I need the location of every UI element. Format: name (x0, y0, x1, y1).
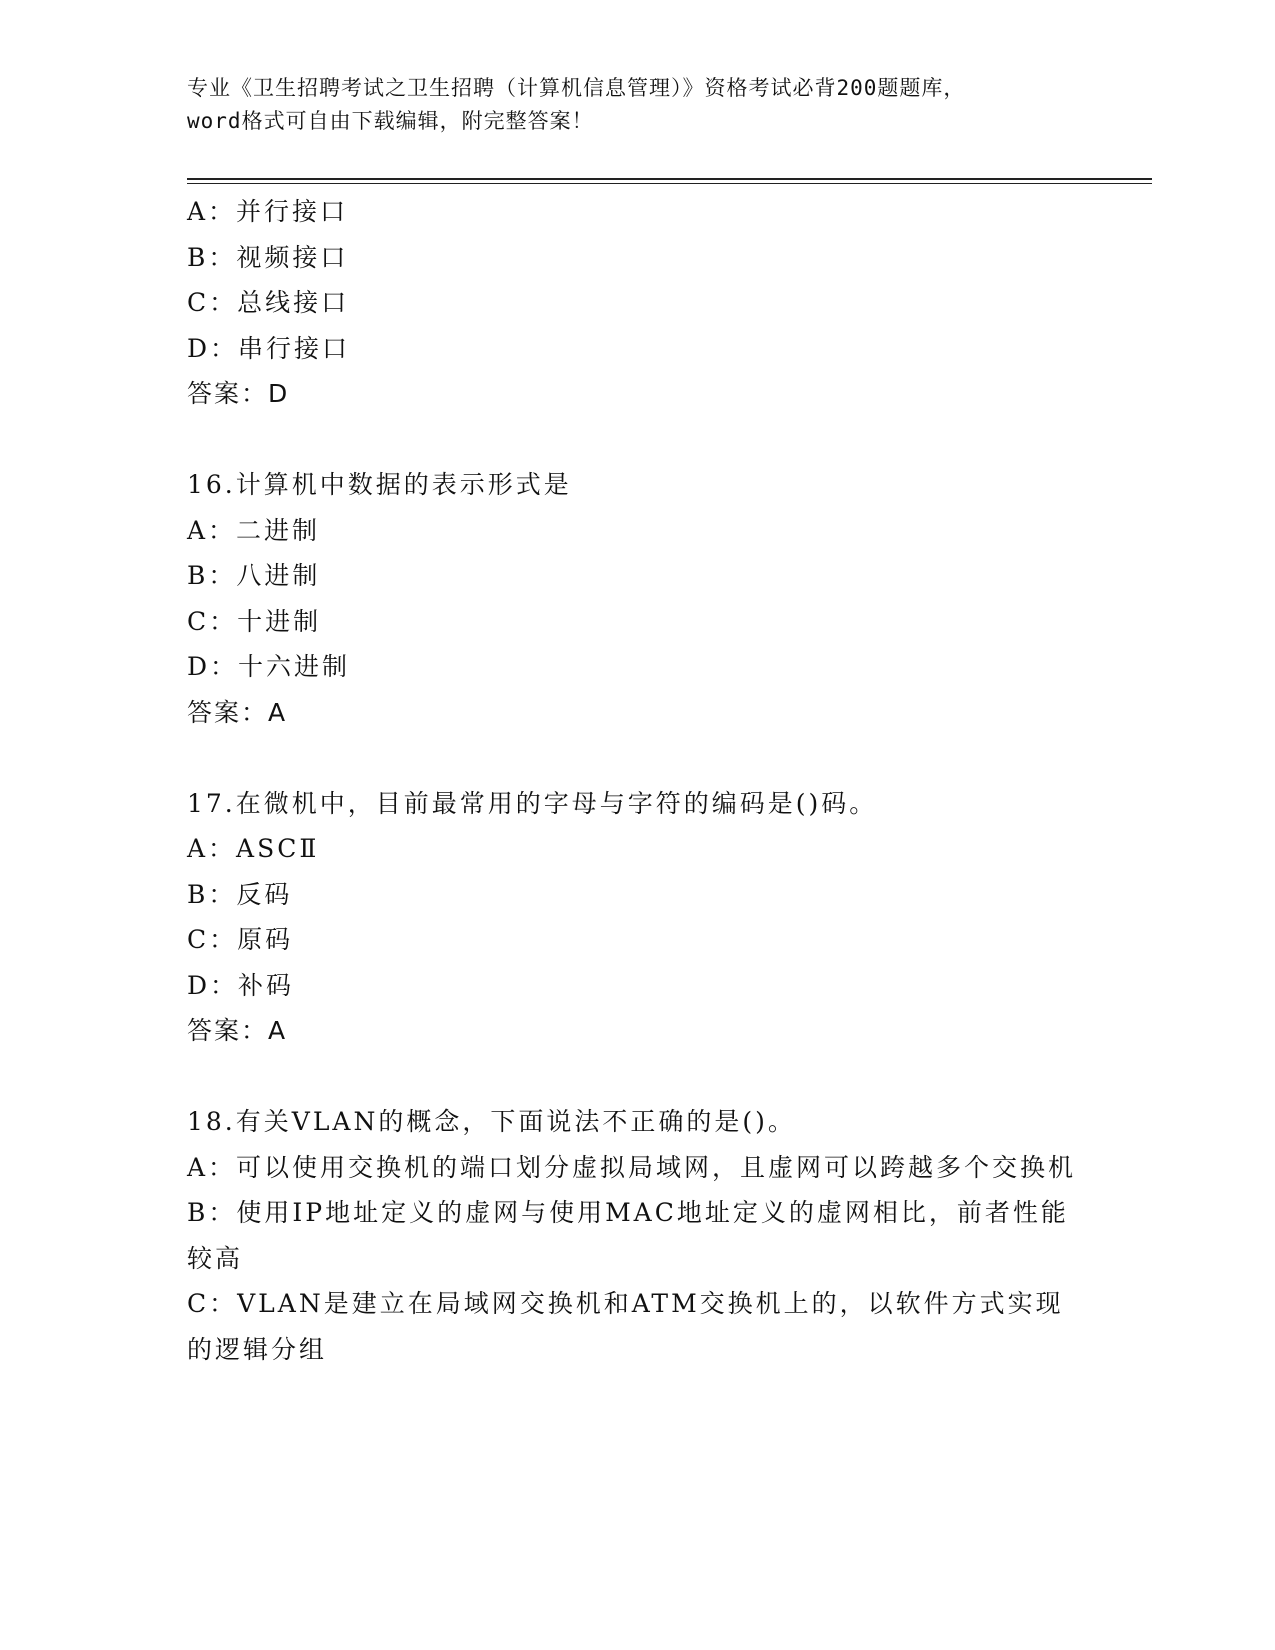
header-divider-thick (187, 178, 1152, 180)
answer: 答案：A (187, 1016, 288, 1045)
question-16 (187, 462, 1087, 735)
option-b: B：八进制 (187, 561, 321, 590)
question-list (187, 189, 1087, 1372)
question-text: 17.在微机中，目前最常用的字母与字符的编码是()码。 (187, 788, 878, 818)
option-c: C：十进制 (187, 606, 322, 636)
option-c: C：总线接口 (187, 288, 350, 317)
answer: 答案：D (187, 379, 290, 408)
option-c: C：VLAN是建立在局域网交换机和ATM交换机上的，以软件方式实现的逻辑分组 (187, 1289, 1064, 1364)
option-d: D：补码 (187, 970, 295, 1000)
option-b: B：使用IP地址定义的虚网与使用MAC地址定义的虚网相比，前者性能较高 (187, 1198, 1069, 1273)
question-text: 18.有关VLAN的概念，下面说法不正确的是()。 (187, 1107, 796, 1136)
option-a: A：ASCⅡ (187, 834, 320, 863)
question-text: 16.计算机中数据的表示形式是 (187, 470, 572, 499)
option-b: B：视频接口 (187, 242, 349, 272)
option-b: B：反码 (187, 879, 293, 909)
question-17 (187, 781, 1087, 1054)
option-d: D：十六进制 (187, 652, 351, 681)
spacer (187, 1054, 1087, 1100)
option-a: A：二进制 (187, 515, 321, 545)
question-15 (187, 189, 1087, 417)
question-18 (187, 1099, 1087, 1372)
header-line-1: 专业《卫生招聘考试之卫生招聘（计算机信息管理）》资格考试必背200题题库， (187, 76, 966, 100)
header-divider-thin (187, 183, 1152, 184)
option-c: C：原码 (187, 925, 294, 954)
spacer (187, 735, 1087, 781)
header-line-2: word格式可自由下载编辑，附完整答案！ (187, 109, 594, 133)
option-a: A：可以使用交换机的端口划分虚拟局域网，且虚网可以跨越多个交换机 (187, 1152, 1077, 1182)
spacer (187, 417, 1087, 463)
document-header (187, 72, 1087, 138)
answer: 答案：A (187, 697, 288, 727)
option-a: A：并行接口 (187, 197, 349, 226)
option-d: D：串行接口 (187, 333, 351, 363)
